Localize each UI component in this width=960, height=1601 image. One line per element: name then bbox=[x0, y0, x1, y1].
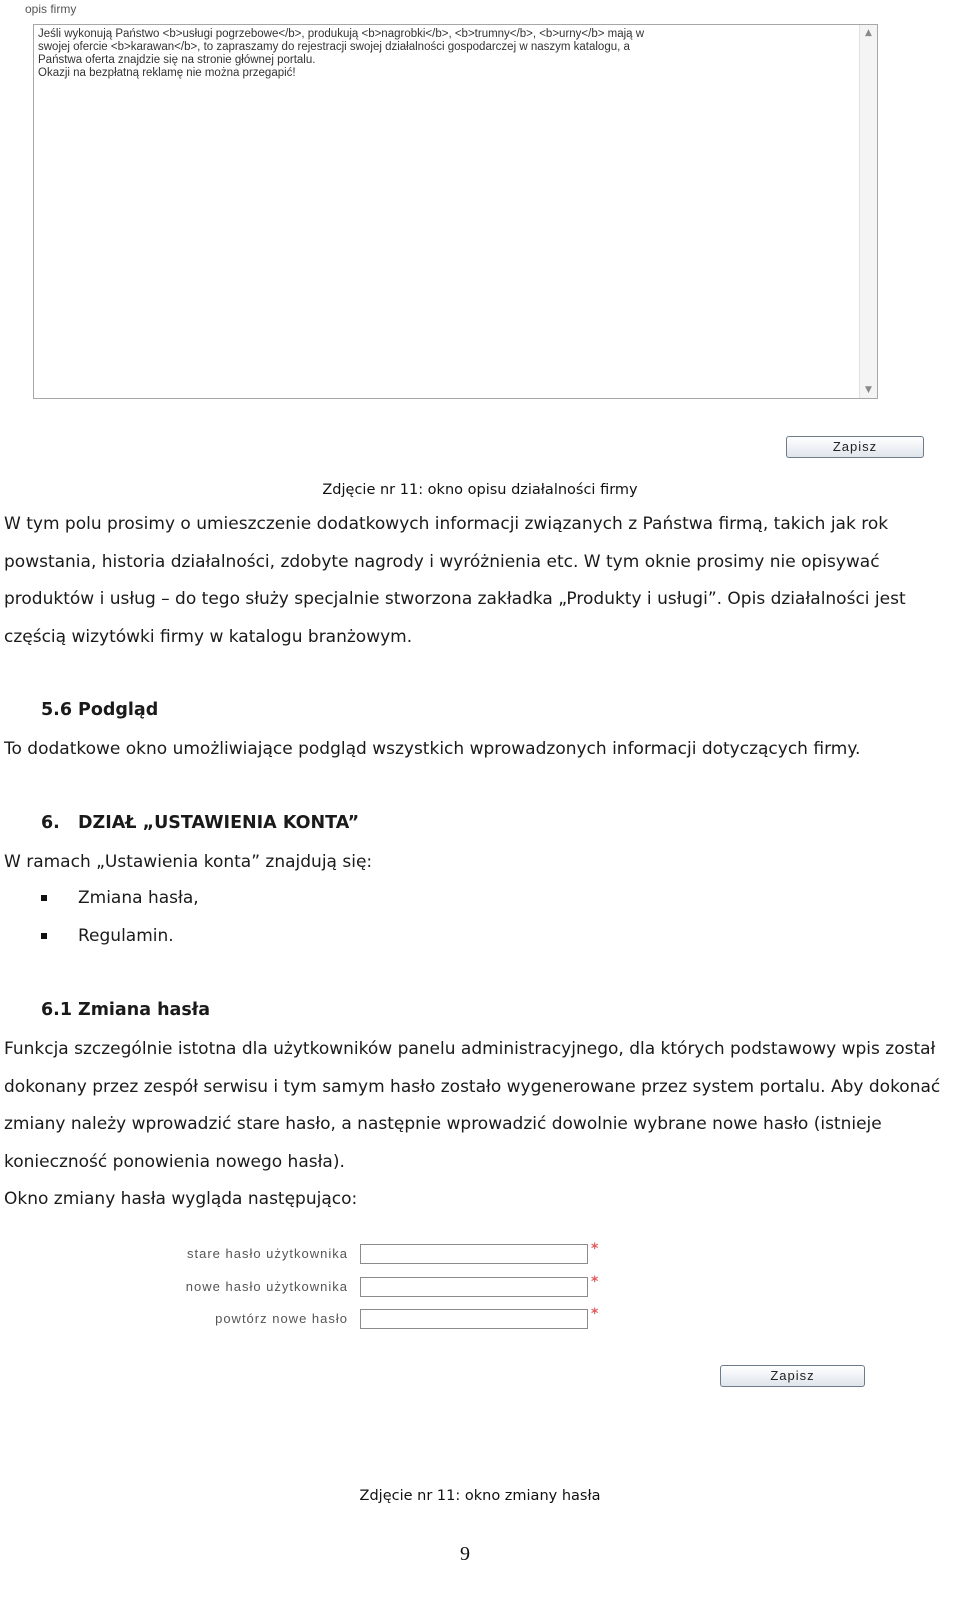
paragraph: W ramach „Ustawienia konta” znajdują się: bbox=[4, 852, 373, 872]
old-password-label: stare hasło użytkownika bbox=[186, 1246, 348, 1261]
section-number: 6. bbox=[41, 813, 60, 833]
paragraph: W tym polu prosimy o umieszczenie dodatkowych informacji związanych z Państwa firmą, takich jak rok powstania, historia działalności, zdobyte nagrody i wyróżnienia etc. W tym oknie prosimy nie opisywać produktów i usług – do tego służy specjalnie stworzona zakładka „Produkty i usługi”. Opis działalności jest częścią wizytówki firmy w katalogu branżowym. bbox=[4, 514, 906, 647]
description-label: opis firmy bbox=[25, 2, 77, 16]
section-title: Podgląd bbox=[78, 700, 159, 720]
list-item-text: Zmiana hasła, bbox=[78, 888, 199, 908]
paragraph: To dodatkowe okno umożliwiające podgląd wszystkich wprowadzonych informacji dotyczących firmy. bbox=[4, 739, 861, 759]
required-mark: * bbox=[591, 1241, 599, 1257]
section-heading-account-settings bbox=[41, 813, 359, 833]
section-title: DZIAŁ „USTAWIENIA KONTA” bbox=[78, 813, 360, 833]
paragraph: Okno zmiany hasła wygląda następująco: bbox=[4, 1189, 358, 1209]
bullet-square-icon bbox=[41, 933, 47, 939]
new-password-label: nowe hasło użytkownika bbox=[185, 1279, 348, 1294]
save-password-button[interactable]: Zapisz bbox=[720, 1365, 865, 1387]
required-mark: * bbox=[591, 1274, 599, 1290]
new-password-field[interactable] bbox=[360, 1277, 588, 1297]
section-number: 5.6 bbox=[41, 700, 73, 720]
figure-caption: Zdjęcie nr 11: okno zmiany hasła bbox=[359, 1488, 601, 1504]
description-text[interactable]: Jeśli wykonują Państwo <b>usługi pogrzebowe</b>, produkują <b>nagrobki</b>, <b>trumny</b>, <b>urny</b> mają w swojej ofercie <b>karawan</b>, to zapraszamy do rejestracji swojej działalności gospodarczej w naszym katalogu, a Państwa oferta znajdzie się na stronie głównej portalu. Okazji na bezpłatną reklamę nie można przegapić! bbox=[38, 28, 645, 79]
vertical-scrollbar[interactable] bbox=[859, 25, 877, 398]
section-heading-preview bbox=[41, 700, 158, 720]
old-password-field[interactable] bbox=[360, 1244, 588, 1264]
section-number: 6.1 bbox=[41, 1000, 73, 1020]
required-mark: * bbox=[591, 1306, 599, 1322]
save-button[interactable]: Zapisz bbox=[786, 436, 924, 458]
list-item-text: Regulamin. bbox=[78, 926, 174, 946]
scroll-down-icon[interactable]: ▼ bbox=[865, 385, 872, 395]
section-title: Zmiana hasła bbox=[78, 1000, 211, 1020]
bullet-square-icon bbox=[41, 895, 47, 901]
scroll-up-icon[interactable]: ▲ bbox=[865, 28, 872, 38]
repeat-password-label: powtórz nowe hasło bbox=[215, 1311, 348, 1326]
description-textarea[interactable] bbox=[33, 24, 878, 399]
section-heading-password-change bbox=[41, 1000, 210, 1020]
repeat-password-field[interactable] bbox=[360, 1309, 588, 1329]
figure-caption: Zdjęcie nr 11: okno opisu działalności firmy bbox=[322, 482, 638, 498]
paragraph: Funkcja szczególnie istotna dla użytkowników panelu administracyjnego, dla których podstawowy wpis został dokonany przez zespół serwisu i tym samym hasło zostało wygenerowane przez system portalu. Aby dokonać zmiany należy wprowadzić stare hasło, a następnie wprowadzić dowolnie wybrane nowe hasło (istnieje konieczność ponowienia nowego hasła). bbox=[4, 1039, 941, 1172]
page-number: 9 bbox=[460, 1543, 470, 1565]
